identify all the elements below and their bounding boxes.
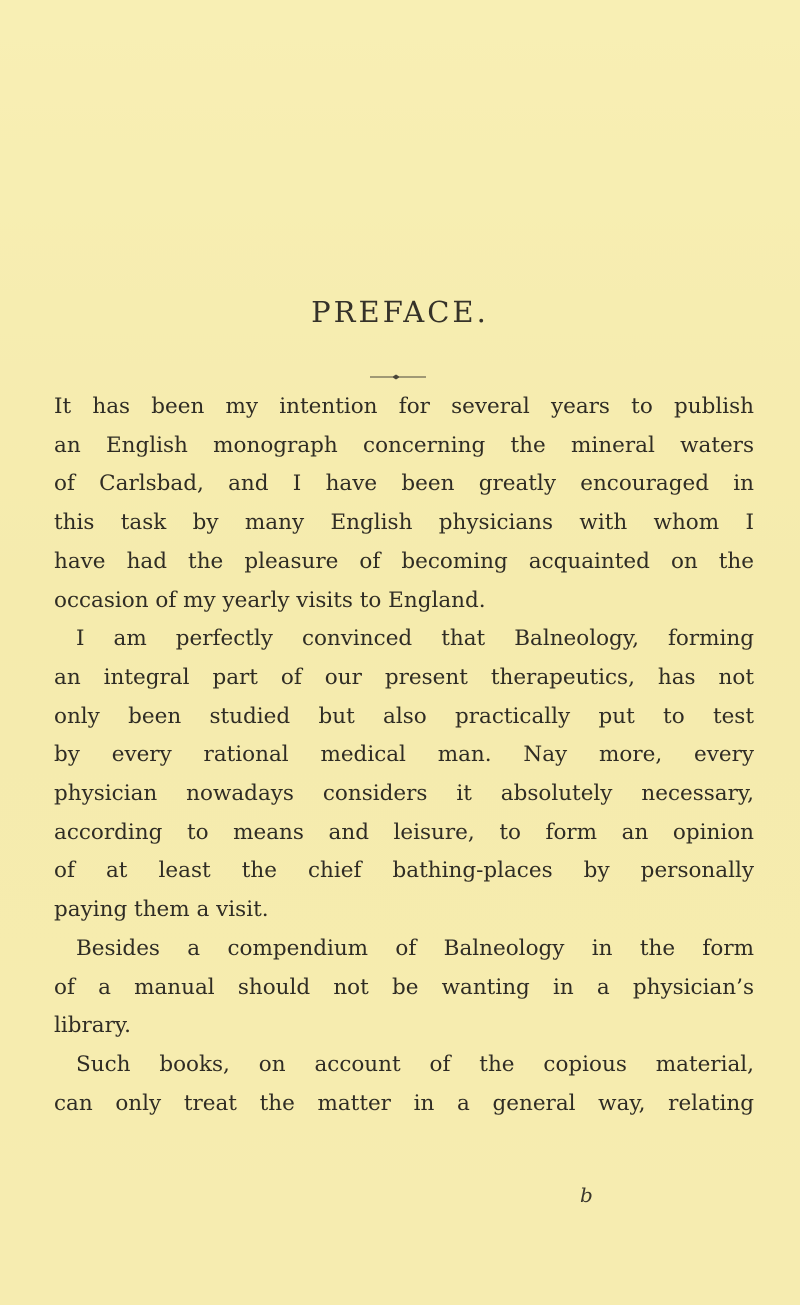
text-line: It has been my intention for several years to publish xyxy=(54,394,754,419)
text-line: only been studied but also practically put to test xyxy=(54,703,754,729)
ornament-divider-icon xyxy=(368,373,428,381)
text-line: Besides a compendium of Balneology in the form xyxy=(76,935,754,961)
text-line: have had the pleasure of becoming acquainted on the xyxy=(54,548,754,574)
page-title: PREFACE. xyxy=(311,295,489,329)
preface-text xyxy=(54,388,754,1123)
text-line: library. xyxy=(54,1013,132,1039)
text-line: according to means and leisure, to form an opinion xyxy=(54,819,754,845)
text-line: an integral part of our present therapeutics, has not xyxy=(54,664,754,690)
signature-mark: b xyxy=(580,1183,593,1207)
text-line: paying them a visit. xyxy=(54,897,269,923)
text-line: of Carlsbad, and I have been greatly encouraged in xyxy=(54,471,754,497)
text-line: an English monograph concerning the mineral waters xyxy=(54,432,754,458)
text-line: of a manual should not be wanting in a physician’s xyxy=(54,974,754,1000)
text-line: this task by many English physicians with whom I xyxy=(54,510,754,536)
text-line: can only treat the matter in a general way, relating xyxy=(54,1090,754,1116)
text-line: Such books, on account of the copious material, xyxy=(76,1051,754,1077)
text-line: occasion of my yearly visits to England. xyxy=(54,587,486,613)
text-line: I am perfectly convinced that Balneology, forming xyxy=(76,626,754,652)
text-line: of at least the chief bathing-places by personally xyxy=(54,858,754,884)
text-line: by every rational medical man. Nay more, every xyxy=(54,742,754,768)
text-line: physician nowadays considers it absolutely necessary, xyxy=(54,781,754,807)
